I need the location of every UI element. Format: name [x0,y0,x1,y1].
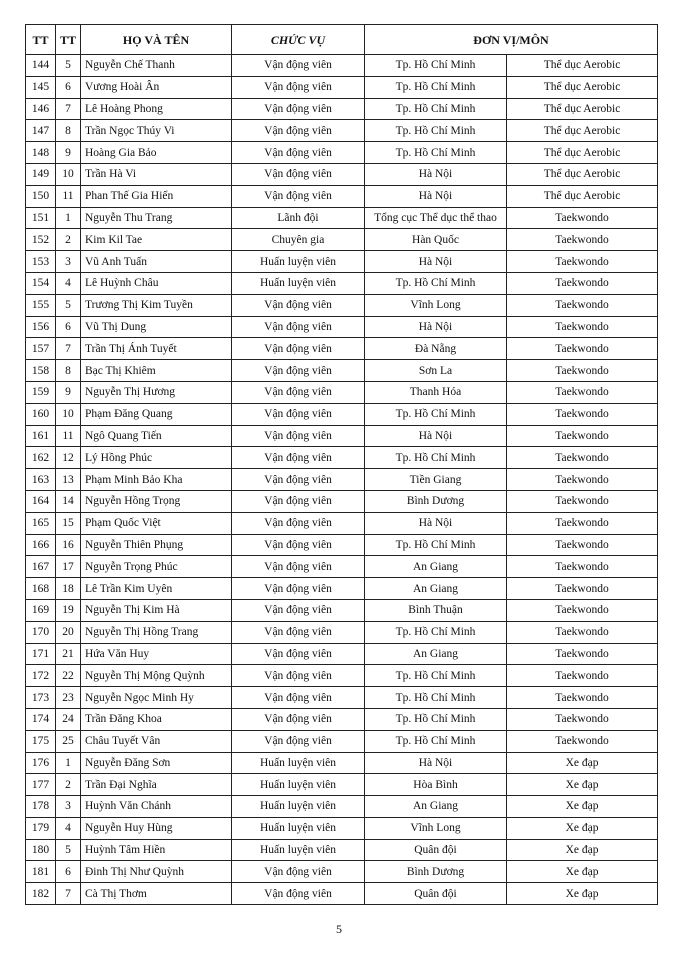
row-name: Đinh Thị Như Quỳnh [81,861,232,883]
row-unit: Đà Nẵng [365,338,507,360]
table-row [26,817,658,839]
row-sport: Thể dục Aerobic [507,142,658,164]
row-role: Vận động viên [232,643,365,665]
row-role: Huấn luyện viên [232,774,365,796]
row-sport: Taekwondo [507,425,658,447]
table-row [26,338,658,360]
row-role: Vận động viên [232,294,365,316]
row-name: Châu Tuyết Vân [81,730,232,752]
row-unit: Hàn Quốc [365,229,507,251]
table-row [26,403,658,425]
row-unit: Tp. Hồ Chí Minh [365,730,507,752]
row-sport: Xe đạp [507,839,658,861]
row-index: 169 [26,599,56,621]
row-sport: Taekwondo [507,556,658,578]
row-unit: Sơn La [365,360,507,382]
row-unit: Hà Nội [365,512,507,534]
row-name: Trần Thị Ánh Tuyết [81,338,232,360]
row-group-index: 23 [56,687,81,709]
row-role: Chuyên gia [232,229,365,251]
row-index: 170 [26,621,56,643]
row-index: 175 [26,730,56,752]
table-row [26,163,658,185]
row-role: Vận động viên [232,512,365,534]
row-unit: Hà Nội [365,316,507,338]
row-name: Lê Hoàng Phong [81,98,232,120]
row-name: Phạm Quốc Việt [81,512,232,534]
row-sport: Taekwondo [507,621,658,643]
table-row [26,512,658,534]
table-row [26,251,658,273]
row-sport: Taekwondo [507,490,658,512]
table-row [26,839,658,861]
row-group-index: 8 [56,360,81,382]
row-name: Bạc Thị Khiêm [81,360,232,382]
row-index: 163 [26,469,56,491]
row-unit: Quân đội [365,883,507,905]
row-group-index: 1 [56,752,81,774]
row-name: Lý Hồng Phúc [81,447,232,469]
row-name: Nguyễn Thị Kim Hà [81,599,232,621]
row-name: Nguyễn Thị Mộng Quỳnh [81,665,232,687]
row-index: 171 [26,643,56,665]
row-name: Lê Trần Kim Uyên [81,578,232,600]
row-name: Trần Đại Nghĩa [81,774,232,796]
row-role: Vận động viên [232,730,365,752]
row-sport: Taekwondo [507,665,658,687]
row-unit: An Giang [365,643,507,665]
row-unit: Bình Thuận [365,599,507,621]
row-index: 167 [26,556,56,578]
row-role: Huấn luyện viên [232,796,365,818]
table-row [26,360,658,382]
table-row [26,621,658,643]
row-group-index: 11 [56,425,81,447]
row-role: Huấn luyện viên [232,839,365,861]
row-index: 155 [26,294,56,316]
row-unit: Bình Dương [365,861,507,883]
row-index: 168 [26,578,56,600]
row-group-index: 13 [56,469,81,491]
row-sport: Taekwondo [507,730,658,752]
row-name: Kim Kil Tae [81,229,232,251]
row-unit: Hà Nội [365,251,507,273]
row-role: Vận động viên [232,163,365,185]
row-sport: Taekwondo [507,251,658,273]
row-index: 154 [26,272,56,294]
row-name: Hứa Văn Huy [81,643,232,665]
row-unit: Tp. Hồ Chí Minh [365,708,507,730]
row-sport: Taekwondo [507,403,658,425]
row-name: Nguyễn Huy Hùng [81,817,232,839]
page-number: 5 [336,922,342,936]
table-row [26,120,658,142]
row-name: Nguyễn Thị Hương [81,381,232,403]
row-group-index: 22 [56,665,81,687]
row-group-index: 4 [56,272,81,294]
table-row [26,76,658,98]
row-group-index: 25 [56,730,81,752]
row-index: 156 [26,316,56,338]
row-sport: Taekwondo [507,469,658,491]
row-group-index: 6 [56,76,81,98]
table-row [26,425,658,447]
row-unit: Quân đội [365,839,507,861]
row-group-index: 7 [56,883,81,905]
table-row [26,447,658,469]
row-index: 150 [26,185,56,207]
row-unit: Vĩnh Long [365,294,507,316]
table-row [26,643,658,665]
header-tt-group: TT [56,25,81,55]
row-unit: Vĩnh Long [365,817,507,839]
row-index: 144 [26,55,56,77]
row-name: Trần Đăng Khoa [81,708,232,730]
row-name: Cà Thị Thơm [81,883,232,905]
row-role: Vận động viên [232,185,365,207]
table-row [26,861,658,883]
row-index: 148 [26,142,56,164]
row-index: 146 [26,98,56,120]
row-name: Nguyễn Thu Trang [81,207,232,229]
row-index: 157 [26,338,56,360]
row-unit: Bình Dương [365,490,507,512]
row-unit: Tp. Hồ Chí Minh [365,687,507,709]
row-group-index: 24 [56,708,81,730]
row-sport: Xe đạp [507,883,658,905]
row-group-index: 19 [56,599,81,621]
row-role: Huấn luyện viên [232,752,365,774]
row-index: 177 [26,774,56,796]
row-unit: Tp. Hồ Chí Minh [365,534,507,556]
table-row [26,490,658,512]
row-index: 172 [26,665,56,687]
row-name: Nguyễn Ngọc Minh Hy [81,687,232,709]
row-group-index: 16 [56,534,81,556]
row-name: Nguyễn Thiên Phụng [81,534,232,556]
row-sport: Taekwondo [507,512,658,534]
row-role: Vận động viên [232,142,365,164]
row-group-index: 9 [56,381,81,403]
row-index: 149 [26,163,56,185]
row-group-index: 5 [56,55,81,77]
row-name: Phan Thế Gia Hiển [81,185,232,207]
table-row [26,294,658,316]
row-index: 165 [26,512,56,534]
row-role: Vận động viên [232,360,365,382]
row-group-index: 9 [56,142,81,164]
row-index: 159 [26,381,56,403]
row-sport: Thể dục Aerobic [507,163,658,185]
row-index: 152 [26,229,56,251]
row-name: Phạm Minh Bảo Kha [81,469,232,491]
row-group-index: 3 [56,796,81,818]
row-sport: Taekwondo [507,338,658,360]
row-unit: An Giang [365,578,507,600]
row-name: Ngô Quang Tiến [81,425,232,447]
row-group-index: 7 [56,338,81,360]
row-index: 182 [26,883,56,905]
row-group-index: 3 [56,251,81,273]
row-group-index: 10 [56,163,81,185]
row-index: 173 [26,687,56,709]
row-role: Vận động viên [232,687,365,709]
row-name: Vương Hoài Ân [81,76,232,98]
row-unit: Tp. Hồ Chí Minh [365,142,507,164]
row-sport: Taekwondo [507,534,658,556]
row-unit: Hà Nội [365,425,507,447]
row-sport: Taekwondo [507,687,658,709]
row-sport: Taekwondo [507,643,658,665]
table-row [26,316,658,338]
row-role: Vận động viên [232,708,365,730]
row-sport: Thể dục Aerobic [507,55,658,77]
row-role: Lãnh đội [232,207,365,229]
row-role: Vận động viên [232,338,365,360]
table-row [26,207,658,229]
row-index: 166 [26,534,56,556]
row-sport: Taekwondo [507,360,658,382]
row-index: 153 [26,251,56,273]
row-index: 158 [26,360,56,382]
row-group-index: 20 [56,621,81,643]
row-sport: Taekwondo [507,599,658,621]
row-group-index: 8 [56,120,81,142]
row-index: 151 [26,207,56,229]
row-unit: An Giang [365,796,507,818]
row-unit: Hà Nội [365,185,507,207]
row-sport: Taekwondo [507,708,658,730]
header-unit-sport: ĐƠN VỊ/MÔN [365,25,658,55]
header-name: HỌ VÀ TÊN [81,25,232,55]
row-index: 164 [26,490,56,512]
table-row [26,774,658,796]
row-sport: Xe đạp [507,861,658,883]
row-sport: Thể dục Aerobic [507,185,658,207]
table-row [26,665,658,687]
table-row [26,55,658,77]
row-group-index: 17 [56,556,81,578]
table-row [26,272,658,294]
row-group-index: 6 [56,316,81,338]
row-sport: Xe đạp [507,752,658,774]
row-role: Vận động viên [232,98,365,120]
row-unit: Hòa Bình [365,774,507,796]
row-role: Huấn luyện viên [232,251,365,273]
table-body [26,55,658,905]
row-name: Nguyễn Chế Thanh [81,55,232,77]
table-row [26,142,658,164]
row-group-index: 11 [56,185,81,207]
row-unit: Tp. Hồ Chí Minh [365,76,507,98]
row-sport: Thể dục Aerobic [507,76,658,98]
row-group-index: 4 [56,817,81,839]
row-name: Phạm Đăng Quang [81,403,232,425]
row-sport: Taekwondo [507,294,658,316]
row-role: Vận động viên [232,490,365,512]
row-role: Vận động viên [232,883,365,905]
row-index: 161 [26,425,56,447]
row-unit: Thanh Hóa [365,381,507,403]
row-sport: Thể dục Aerobic [507,98,658,120]
row-unit: Tp. Hồ Chí Minh [365,120,507,142]
row-index: 180 [26,839,56,861]
row-role: Vận động viên [232,556,365,578]
row-unit: Tp. Hồ Chí Minh [365,621,507,643]
row-group-index: 5 [56,294,81,316]
table-row [26,708,658,730]
row-unit: Tiền Giang [365,469,507,491]
row-role: Vận động viên [232,425,365,447]
row-unit: Tp. Hồ Chí Minh [365,98,507,120]
table-row [26,534,658,556]
row-sport: Xe đạp [507,817,658,839]
row-unit: Tp. Hồ Chí Minh [365,55,507,77]
row-group-index: 2 [56,774,81,796]
row-name: Vũ Anh Tuấn [81,251,232,273]
table-row [26,883,658,905]
row-group-index: 14 [56,490,81,512]
row-sport: Taekwondo [507,316,658,338]
table-row [26,469,658,491]
row-sport: Thể dục Aerobic [507,120,658,142]
table-row [26,578,658,600]
table-header [26,25,658,55]
row-role: Vận động viên [232,316,365,338]
row-index: 178 [26,796,56,818]
table-row [26,381,658,403]
row-role: Vận động viên [232,534,365,556]
row-index: 147 [26,120,56,142]
row-role: Vận động viên [232,665,365,687]
row-group-index: 7 [56,98,81,120]
row-index: 181 [26,861,56,883]
row-name: Hoàng Gia Bảo [81,142,232,164]
row-role: Vận động viên [232,76,365,98]
row-sport: Xe đạp [507,796,658,818]
row-role: Vận động viên [232,599,365,621]
row-sport: Taekwondo [507,229,658,251]
row-sport: Xe đạp [507,774,658,796]
row-unit: Tp. Hồ Chí Minh [365,403,507,425]
row-index: 145 [26,76,56,98]
row-name: Trần Ngọc Thúy Vi [81,120,232,142]
row-unit: Tp. Hồ Chí Minh [365,665,507,687]
row-index: 176 [26,752,56,774]
row-group-index: 12 [56,447,81,469]
row-name: Trần Hà Vi [81,163,232,185]
header-tt: TT [26,25,56,55]
row-group-index: 6 [56,861,81,883]
row-name: Lê Huỳnh Châu [81,272,232,294]
row-name: Nguyễn Hồng Trọng [81,490,232,512]
row-index: 162 [26,447,56,469]
row-sport: Taekwondo [507,381,658,403]
table-row [26,98,658,120]
row-role: Vận động viên [232,861,365,883]
row-group-index: 2 [56,229,81,251]
row-role: Huấn luyện viên [232,272,365,294]
row-unit: An Giang [365,556,507,578]
row-unit: Tổng cục Thể dục thể thao [365,207,507,229]
row-role: Vận động viên [232,403,365,425]
row-role: Vận động viên [232,469,365,491]
row-sport: Taekwondo [507,447,658,469]
table-row [26,229,658,251]
row-name: Huỳnh Tâm Hiền [81,839,232,861]
row-index: 160 [26,403,56,425]
header-row [26,25,658,55]
table-row [26,599,658,621]
header-role: CHỨC VỤ [232,25,365,55]
row-role: Vận động viên [232,621,365,643]
row-group-index: 5 [56,839,81,861]
row-group-index: 18 [56,578,81,600]
row-index: 174 [26,708,56,730]
roster-table [25,24,658,905]
row-name: Vũ Thị Dung [81,316,232,338]
row-role: Vận động viên [232,381,365,403]
row-sport: Taekwondo [507,578,658,600]
row-index: 179 [26,817,56,839]
row-role: Huấn luyện viên [232,817,365,839]
row-group-index: 10 [56,403,81,425]
row-group-index: 15 [56,512,81,534]
row-name: Nguyễn Thị Hồng Trang [81,621,232,643]
table-row [26,796,658,818]
row-name: Huỳnh Văn Chánh [81,796,232,818]
row-unit: Hà Nội [365,752,507,774]
row-name: Nguyễn Đăng Sơn [81,752,232,774]
table-row [26,752,658,774]
table-row [26,730,658,752]
row-role: Vận động viên [232,578,365,600]
row-role: Vận động viên [232,120,365,142]
row-sport: Taekwondo [507,272,658,294]
row-unit: Hà Nội [365,163,507,185]
row-unit: Tp. Hồ Chí Minh [365,272,507,294]
row-name: Nguyễn Trọng Phúc [81,556,232,578]
row-unit: Tp. Hồ Chí Minh [365,447,507,469]
row-role: Vận động viên [232,447,365,469]
table-row [26,185,658,207]
row-group-index: 1 [56,207,81,229]
row-role: Vận động viên [232,55,365,77]
row-name: Trương Thị Kim Tuyền [81,294,232,316]
row-group-index: 21 [56,643,81,665]
table-row [26,687,658,709]
table-row [26,556,658,578]
row-sport: Taekwondo [507,207,658,229]
